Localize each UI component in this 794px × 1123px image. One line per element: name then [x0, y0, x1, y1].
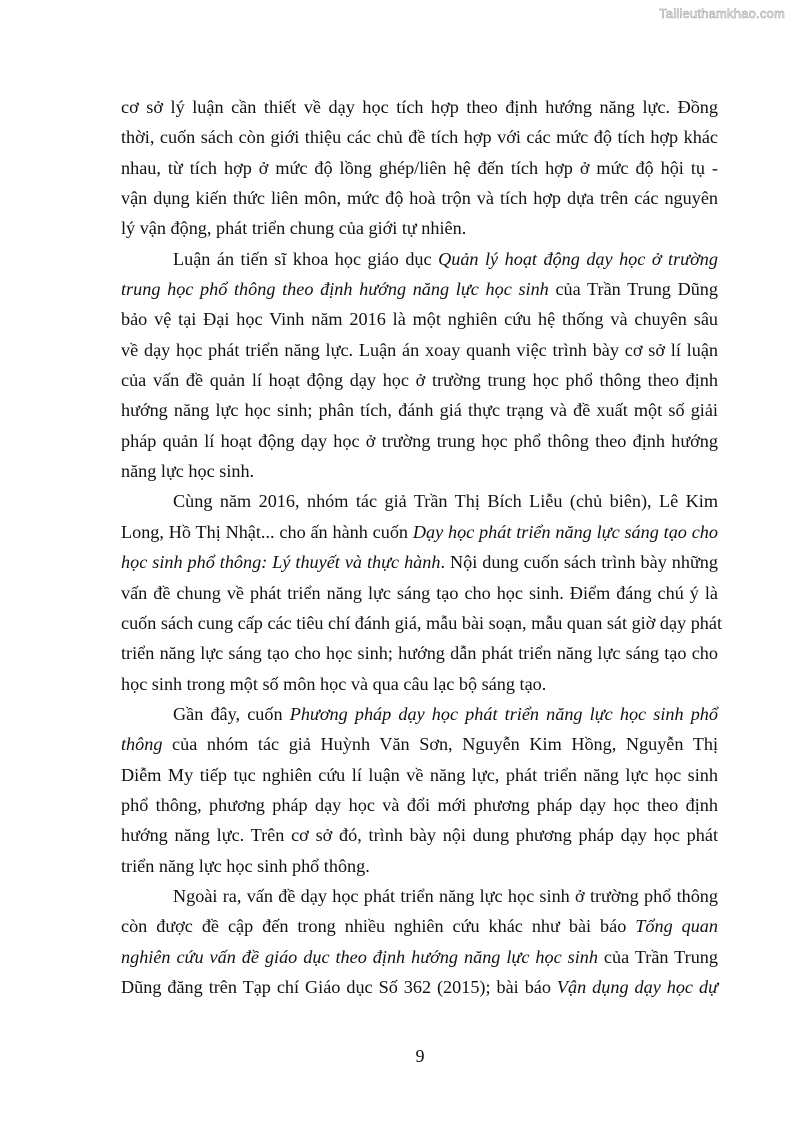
text-segment: Long, Hồ Thị Nhật... cho ấn hành cuốn	[121, 521, 413, 542]
text-segment: . Nội dung cuốn sách trình bày những	[440, 552, 718, 573]
text-segment: hướng năng lực. Trên cơ sở đó, trình bày nội dung phương pháp dạy học phát	[121, 825, 718, 846]
text-segment: của vấn đề quản lí hoạt động dạy học ở trường trung học phổ thông theo định	[121, 370, 718, 391]
text-segment: vấn đề chung về phát triển năng lực sáng tạo cho học sinh. Điểm đáng chú ý là	[121, 582, 718, 603]
italic-title-text: thông	[121, 734, 163, 755]
text-segment: phổ thông, phương pháp dạy học và đổi mới phương pháp dạy học theo định	[121, 794, 718, 815]
text-segment: năng lực học sinh.	[121, 461, 255, 482]
text-segment: của Trần Trung	[597, 946, 718, 967]
text-line	[121, 669, 718, 699]
text-line	[121, 92, 718, 122]
text-segment: lý vận động, phát triển chung của giới tự nhiên.	[121, 218, 467, 239]
text-line	[121, 638, 718, 668]
text-segment: hướng năng lực học sinh; phân tích, đánh giá thực trạng và đề xuất một số giải	[121, 400, 718, 421]
text-line	[121, 456, 718, 486]
italic-title-text: Quản lý hoạt động dạy học ở trường	[438, 248, 718, 269]
text-line	[121, 213, 718, 243]
document-body	[121, 92, 723, 1002]
text-line	[121, 426, 718, 456]
text-line	[121, 699, 718, 729]
text-line	[121, 972, 718, 1002]
text-segment: Cùng năm 2016, nhóm tác giả Trần Thị Bích Liễu (chủ biên), Lê Kim	[173, 491, 718, 512]
paragraph	[121, 244, 718, 487]
text-line	[121, 820, 718, 850]
text-line	[121, 729, 718, 759]
italic-title-text: Vận dụng dạy học dự	[556, 976, 718, 997]
text-segment: Dũng đăng trên Tạp chí Giáo dục Số 362 (2015); bài báo	[121, 976, 557, 997]
text-segment: về dạy học phát triển năng lực. Luận án xoay quanh việc trình bày cơ sở lí luận	[121, 339, 718, 360]
text-line	[121, 244, 718, 274]
text-line	[121, 335, 718, 365]
text-line	[121, 911, 718, 941]
text-line	[121, 153, 718, 183]
italic-title-text: học sinh phổ thông: Lý thuyết và thực hành	[121, 552, 441, 573]
text-line	[121, 942, 718, 972]
paragraph	[121, 92, 718, 244]
text-line	[121, 486, 718, 516]
watermark: Tailieuthamkhao.com	[659, 6, 785, 21]
italic-title-text: Phương pháp dạy học phát triển năng lực học sinh phổ	[289, 703, 718, 724]
paragraph	[121, 486, 723, 698]
text-segment: pháp quản lí hoạt động dạy học ở trường trung học phổ thông theo định hướng	[121, 430, 718, 451]
text-segment: Ngoài ra, vấn đề dạy học phát triển năng lực học sinh ở trường phổ thông	[173, 885, 718, 906]
text-segment: nhau, từ tích hợp ở mức độ lồng ghép/liên hệ đến tích hợp ở mức độ hội tụ -	[121, 157, 718, 178]
italic-title-text: trung học phổ thông theo định hướng năng lực học sinh	[121, 279, 549, 300]
italic-title-text: nghiên cứu vấn đề giáo dục theo định hướng năng lực học sinh	[121, 946, 598, 967]
text-line	[121, 851, 718, 881]
text-segment: triển năng lực học sinh phổ thông.	[121, 855, 370, 876]
text-line	[121, 790, 718, 820]
paragraph	[121, 699, 718, 881]
text-line	[121, 122, 718, 152]
text-line	[121, 183, 718, 213]
text-segment: vận dụng kiến thức liên môn, mức độ hoà trộn và tích hợp dựa trên các nguyên	[121, 188, 718, 209]
text-segment: Luận án tiến sĩ khoa học giáo dục	[173, 248, 439, 269]
text-segment: Gần đây, cuốn	[173, 703, 290, 724]
text-segment: cơ sở lý luận cần thiết về dạy học tích hợp theo định hướng năng lực. Đồng	[121, 97, 718, 117]
text-line	[121, 395, 718, 425]
text-segment: thời, cuốn sách còn giới thiệu các chủ đề tích hợp với các mức độ tích hợp khác	[121, 127, 718, 148]
text-line	[121, 881, 718, 911]
text-line	[121, 304, 718, 334]
text-segment: của Trần Trung Dũng	[548, 279, 718, 300]
text-segment: của nhóm tác giả Huỳnh Văn Sơn, Nguyễn Kim Hồng, Nguyễn Thị	[162, 734, 718, 755]
text-line	[121, 547, 718, 577]
italic-title-text: Tổng quan	[635, 916, 718, 937]
text-segment: còn được đề cập đến trong nhiều nghiên cứu khác như bài báo	[121, 916, 636, 937]
text-line	[121, 517, 718, 547]
text-segment: Diễm My tiếp tục nghiên cứu lí luận về năng lực, phát triển năng lực học sinh	[121, 764, 718, 785]
text-line	[121, 760, 718, 790]
text-line	[121, 274, 718, 304]
page-number: 9	[415, 1046, 425, 1066]
text-segment: học sinh trong một số môn học và qua câu lạc bộ sáng tạo.	[121, 673, 547, 694]
paragraph	[121, 881, 718, 1002]
text-line	[121, 365, 718, 395]
text-line	[121, 578, 718, 608]
text-segment: cuốn sách cung cấp các tiêu chí đánh giá, mẫu bài soạn, mẫu quan sát giờ dạy phát	[121, 612, 723, 633]
text-segment: bảo vệ tại Đại học Vinh năm 2016 là một nghiên cứu hệ thống và chuyên sâu	[121, 309, 718, 330]
italic-title-text: Dạy học phát triển năng lực sáng tạo cho	[412, 521, 718, 542]
text-segment: triển năng lực sáng tạo cho học sinh; hướng dẫn phát triển năng lực sáng tạo cho	[121, 643, 718, 664]
text-line	[121, 608, 723, 638]
